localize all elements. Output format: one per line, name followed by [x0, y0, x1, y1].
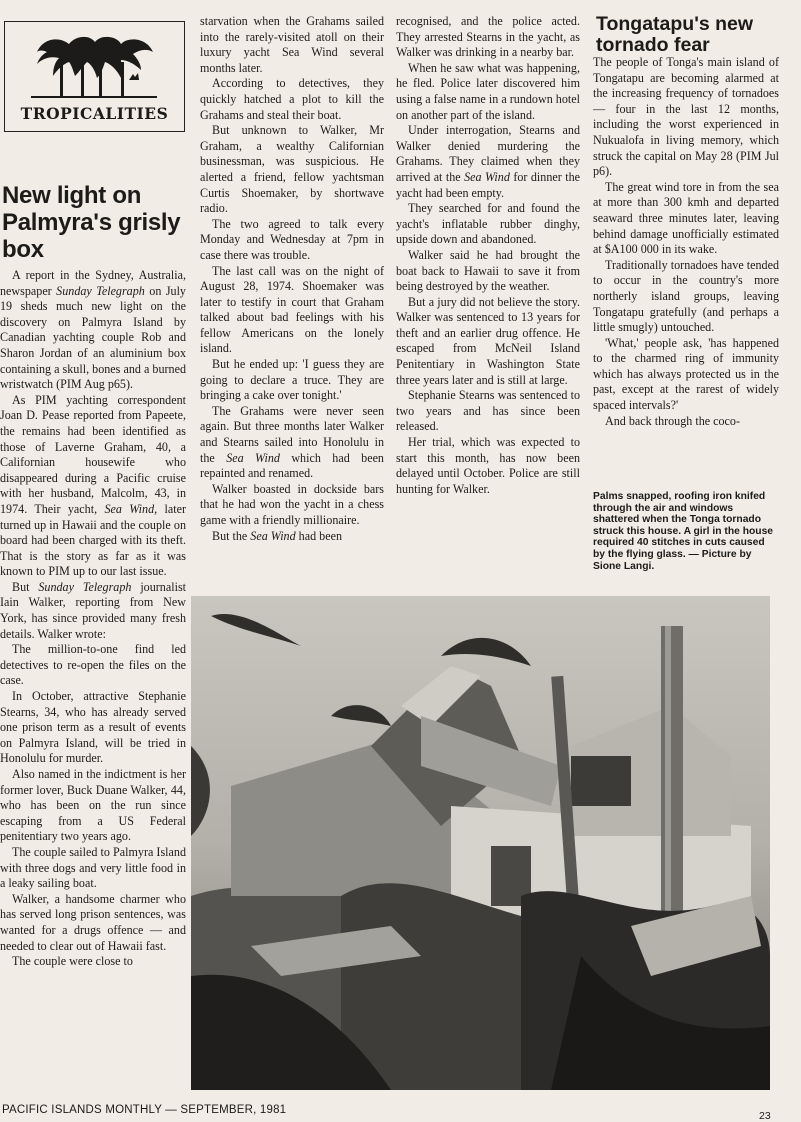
italic-run: Sunday Telegraph	[56, 283, 145, 298]
text-run: The Grahams were never seen again. But three months later Walker and Stearns sailed into Honolulu in the	[200, 403, 384, 465]
text-run: had been	[295, 528, 342, 543]
text-run: later turned up in Hawaii and the couple on board had been charged with its theft. That is the story as far as it was known to PIM up to our last issue.	[0, 501, 186, 579]
paragraph	[200, 357, 384, 404]
text-run: Under interrogation, Stearns and Walker denied murdering the Grahams. They claimed when they arrived at the	[396, 123, 580, 184]
paragraph	[200, 76, 384, 123]
text-run: Her trial, which was expected to start this month, has now been delayed until October. Police are still hunting for Walker.	[396, 435, 580, 496]
article-column-2	[200, 14, 384, 544]
text-run: The people of Tonga's main island of Tongatapu are becoming alarmed at the increasing frequency of tornadoes — four in the last 12 months, including the worst experienced in Nukualofa in living memory, which struck the capital on May 28 (PIM Jul p6).	[593, 55, 779, 179]
paragraph	[396, 248, 580, 295]
text-run: Walker, a handsome charmer who has served long prison sentences, was wanted for a drugs offence — and needed to clear out of Hawaii fast.	[0, 891, 186, 953]
paragraph	[0, 268, 186, 393]
paragraph	[0, 580, 186, 642]
paragraph	[0, 689, 186, 767]
article-headline: New light on Palmyra's grisly box	[2, 182, 181, 263]
italic-run: Sunday Telegraph	[38, 579, 132, 594]
paragraph	[396, 388, 580, 435]
text-run: The million-to-one find led detectives to re-open the files on the case.	[0, 642, 186, 688]
text-run: But	[12, 579, 39, 594]
italic-run: Sea Wind,	[104, 501, 158, 516]
paragraph	[593, 55, 779, 180]
paragraph	[396, 201, 580, 248]
text-run: As PIM yachting correspondent Joan D. Pease reported from Papeete, the remains had been identified as those of Laverne Graham, 40, a Californian housewife who disappeared during a Pacific cruise with her husband, Malcolm, 43, in 1974. Their yacht,	[0, 392, 186, 516]
text-run: The last call was on the night of August 28, 1974. Shoemaker was later to testify in court that Graham talked about bad feelings with his fellow Americans on the lonely island.	[200, 263, 384, 356]
paragraph	[593, 258, 779, 336]
text-run: But unknown to Walker, Mr Graham, a wealthy Californian businessman, was suspicious. He alerted a friend, fellow yachtsman Curtis Shoemaker, by shortwave radio.	[200, 123, 384, 216]
article-column-1	[0, 268, 186, 970]
paragraph	[200, 404, 384, 482]
photo-caption: Palms snapped, roofing iron knifed through the air and windows shattered when the Tonga tornado struck this house. A girl in the house required 40 stitches in cuts caused by the flying glass. — Picture by Sione Langi.	[593, 491, 774, 572]
paragraph	[593, 414, 779, 430]
text-run: They searched for and found the yacht's inflatable rubber dinghy, upside down and abandoned.	[396, 201, 580, 247]
paragraph	[396, 61, 580, 123]
text-run: for dinner the yacht had been empty.	[396, 169, 580, 200]
text-run: Walker boasted in dockside bars that he had won the yacht in a chess game with a friendly millionaire.	[200, 481, 384, 527]
paragraph	[0, 642, 186, 689]
article-column-4	[593, 55, 779, 429]
text-run: According to detectives, they quickly hatched a plot to kill the Grahams and steal their boat.	[200, 76, 384, 122]
text-run: The great wind tore in from the sea at more than 300 kmh and departed seaward three minutes later, leaving behind damage unofficially estimated at $A100 000 in its wake.	[593, 179, 779, 257]
article-headline-tornado: Tongatapu's new tornado fear	[596, 13, 754, 56]
paragraph	[593, 336, 779, 414]
text-run: on July 19 sheds much new light on the discovery on Palmyra Island by Canadian yachting couple Rob and Sharon Jordan of an aluminium box containing a skull, bones and a burned wristwatch (PIM Aug p65).	[0, 283, 186, 392]
paragraph	[396, 123, 580, 201]
text-run: Stephanie Stearns was sentenced to two years and has since been released.	[396, 388, 580, 434]
page-number: 23	[759, 1110, 771, 1122]
paragraph	[396, 14, 580, 61]
text-run: journalist Iain Walker, reporting from New York, has since provided many fresh details. Walker wrote:	[0, 579, 187, 641]
section-logo	[4, 21, 185, 132]
paragraph	[0, 393, 186, 580]
text-run: which had been repainted and renamed.	[200, 450, 384, 481]
text-run: A report in the Sydney, Australia, newspaper	[0, 268, 186, 298]
article-column-3	[396, 14, 580, 497]
paragraph	[200, 123, 384, 217]
text-run: Traditionally tornadoes have tended to occur in the country's more northerly island groups, leaving Tongatapu gratefully (and perhaps a little smugly) untouched.	[593, 257, 779, 335]
paragraph	[593, 180, 779, 258]
text-run: In October, attractive Stephanie Stearns, 34, who has already served one prison term as a result of events on Palmyra Island, will be tried in Honolulu for murder.	[0, 689, 186, 766]
paragraph	[200, 14, 384, 76]
paragraph	[200, 264, 384, 358]
paragraph	[396, 295, 580, 389]
text-run: recognised, and the police acted. They arrested Stearns in the yacht, as Walker was drinking in a nearby bar.	[396, 14, 580, 60]
palm-trees-icon	[29, 32, 159, 98]
section-logo-label: TROPICALITIES	[20, 104, 169, 123]
text-run: But he ended up: 'I guess they are going to declare a truce. They are bringing a cake over tonight.'	[200, 357, 384, 403]
text-run: When he saw what was happening, he fled. Police later discovered him using a false name in a rundown hotel on another part of the island.	[396, 60, 580, 122]
paragraph	[0, 954, 186, 970]
text-run: The couple sailed to Palmyra Island with three dogs and very little food in a leaky sailing boat.	[0, 844, 186, 891]
italic-run: Sea Wind	[226, 450, 280, 465]
paragraph	[0, 767, 186, 845]
text-run: 'What,' people ask, 'has happened to the charmed ring of immunity which has always protected us in the past, except at the rarest of widely spaced intervals?'	[593, 335, 779, 413]
text-run: But a jury did not believe the story. Walker was sentenced to 13 years for theft and an earlier drug offence. He escaped from McNeil Island Penitentiary in Washington State three years later and is still at large.	[396, 294, 580, 387]
paragraph	[0, 892, 186, 954]
text-run: Walker said he had brought the boat back to Hawaii to save it from being destroyed by the weather.	[396, 247, 580, 294]
paragraph	[396, 435, 580, 497]
paragraph	[200, 217, 384, 264]
tornado-damage-photo	[191, 596, 770, 1090]
text-run: But the	[212, 528, 251, 543]
text-run: The two agreed to talk every Monday and Wednesday at 7pm in case there was trouble.	[200, 216, 384, 262]
text-run: And back through the coco-	[605, 413, 741, 428]
footer-publication: PACIFIC ISLANDS MONTHLY — SEPTEMBER, 1981	[2, 1104, 287, 1116]
text-run: Also named in the indictment is her former lover, Buck Duane Walker, 44, who has been on the run since escaping from a US Federal penitentiary two years ago.	[0, 767, 186, 844]
paragraph	[200, 529, 384, 545]
page-footer	[0, 1102, 801, 1122]
text-run: The couple were close to	[12, 954, 133, 969]
text-run: starvation when the Grahams sailed into the rarely-visited atoll on their luxury yacht Sea Wind several months later.	[200, 14, 384, 75]
paragraph	[200, 482, 384, 529]
paragraph	[0, 845, 186, 892]
italic-run: Sea Wind	[464, 169, 510, 184]
italic-run: Sea Wind	[250, 528, 296, 543]
